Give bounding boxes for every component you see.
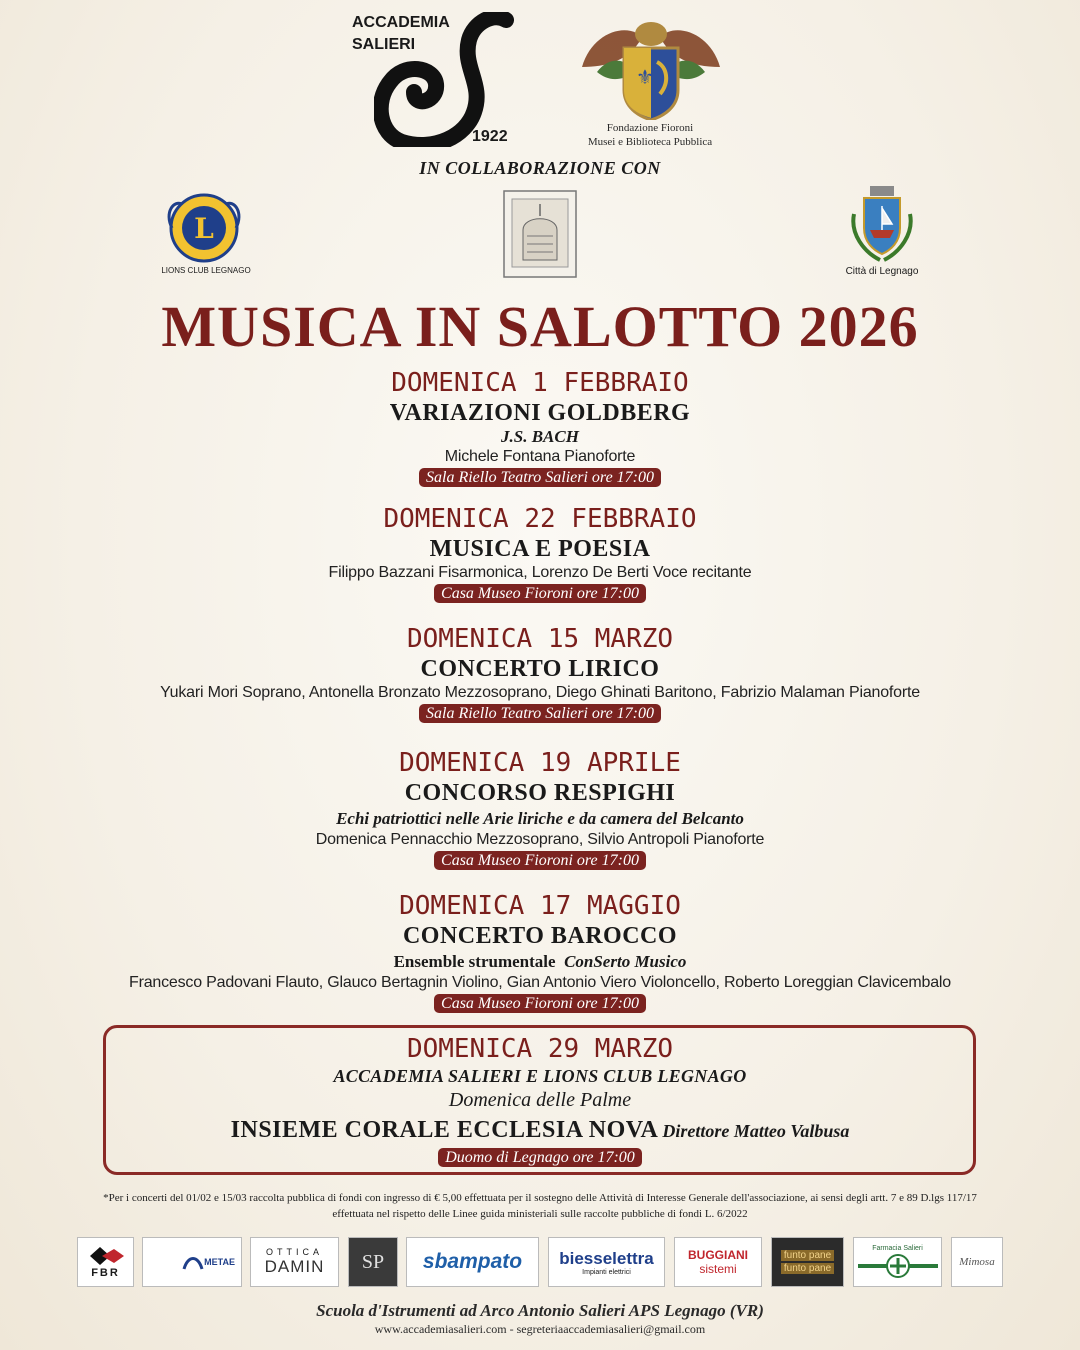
event-ensemble: Ensemble strumentale ConSerto Musico xyxy=(393,952,687,971)
event-4 xyxy=(0,747,1080,870)
sponsor-fbr: FBR xyxy=(77,1237,134,1287)
event-performers: Filippo Bazzani Fisarmonica, Lorenzo De Berti Voce recitante xyxy=(328,564,752,581)
sponsor-farmacia-salieri: Farmacia Salieri xyxy=(853,1237,942,1287)
lions-club-label: LIONS CLUB LEGNAGO xyxy=(161,266,251,275)
sponsor-buggiani: BUGGIANI sistemi xyxy=(674,1237,762,1287)
svg-text:⚜: ⚜ xyxy=(636,65,654,89)
metae-icon xyxy=(182,1253,204,1271)
event-venue-badge: Sala Riello Teatro Salieri ore 17:00 xyxy=(419,704,661,723)
event-date: DOMENICA 1 FEBBRAIO xyxy=(391,368,689,398)
contact-info: www.accademiasalieri.com - segreteriaaccademiasalieri@gmail.com xyxy=(374,1322,706,1336)
fondazione-fioroni-crest xyxy=(572,12,730,120)
special-event-title-line xyxy=(0,1116,1080,1147)
sponsor-sp: SP xyxy=(348,1237,398,1287)
event-venue-badge: Duomo di Legnago ore 17:00 xyxy=(438,1148,642,1167)
event-title: CONCERTO BAROCCO xyxy=(402,923,678,949)
event-performers: Yukari Mori Soprano, Antonella Bronzato Mezzosoprano, Diego Ghinati Baritono, Fabrizio Malaman Pianoforte xyxy=(160,684,920,701)
school-name: Scuola d'Istrumenti ad Arco Antonio Salieri APS Legnago (VR) xyxy=(316,1301,764,1320)
event-performers: Domenica Pennacchio Mezzosoprano, Silvio Antropoli Pianoforte xyxy=(315,831,765,848)
event-title: INSIEME CORALE ECCLESIA NOVA xyxy=(230,1117,659,1143)
event-title: MUSICA E POESIA xyxy=(429,536,651,562)
event-subtitle: Echi patriottici nelle Arie liriche e da camera del Belcanto xyxy=(336,809,744,828)
event-venue-badge: Casa Museo Fioroni ore 17:00 xyxy=(434,584,646,603)
event-3 xyxy=(0,623,1080,723)
accademia-year: 1922 xyxy=(472,128,508,145)
event-venue-badge: Casa Museo Fioroni ore 17:00 xyxy=(434,851,646,870)
event-title: VARIAZIONI GOLDBERG xyxy=(389,400,691,426)
citta-legnago-coat-of-arms xyxy=(846,184,918,264)
event-date: DOMENICA 22 FEBBRAIO xyxy=(383,504,697,534)
sponsor-biesselettra: biesselettra Impianti elettrici xyxy=(548,1237,665,1287)
collaboration-label: IN COLLABORAZIONE CON xyxy=(419,158,661,178)
citta-legnago-label: Città di Legnago xyxy=(845,266,919,277)
event-title: CONCERTO LIRICO xyxy=(420,656,660,682)
sponsor-mimosa: Mimosa xyxy=(951,1237,1003,1287)
special-event-director: Direttore Matteo Valbusa xyxy=(662,1121,850,1141)
event-date: DOMENICA 17 MAGGIO xyxy=(399,891,681,921)
special-event-organizers: ACCADEMIA SALIERI E LIONS CLUB LEGNAGO xyxy=(333,1066,747,1086)
farmacia-cross-icon xyxy=(858,1252,938,1280)
sponsor-sbampato: sbampato xyxy=(406,1237,539,1287)
event-title: CONCORSO RESPIGHI xyxy=(404,780,676,806)
lions-club-logo xyxy=(164,192,244,264)
event-venue-badge: Casa Museo Fioroni ore 17:00 xyxy=(434,994,646,1013)
parrocchia-logo xyxy=(503,190,577,278)
event-date: DOMENICA 19 APRILE xyxy=(399,748,681,778)
event-performers: Michele Fontana Pianoforte xyxy=(444,448,636,465)
footnote: *Per i concerti del 01/02 e 15/03 raccolta pubblica di fondi con ingresso di € 5,00 effettuata per il sostegno delle Attività di Interesse Generale dell'associazione, ai sensi degli artt. 7 e 89 D.lgs 117/17 effettuata nel rispetto delle Linee guida ministeriali sulle raccolte pubbliche di fondi L. 6/2022 xyxy=(103,1192,977,1220)
event-performers: Francesco Padovani Flauto, Glauco Bertagnin Violino, Gian Antonio Viero Violoncello, Roberto Loreggian Clavicembalo xyxy=(129,974,951,991)
special-event xyxy=(0,1033,1080,1167)
event-venue-badge: Sala Riello Teatro Salieri ore 17:00 xyxy=(419,468,661,487)
fbr-icon xyxy=(86,1245,126,1267)
event-1 xyxy=(0,367,1080,487)
page-title: MUSICA IN SALOTTO 2026 xyxy=(161,294,919,359)
sponsor-funto-pane: funto pane funto pane xyxy=(771,1237,844,1287)
svg-text:L: L xyxy=(194,212,214,245)
event-date: DOMENICA 29 MARZO xyxy=(406,1034,674,1064)
event-composer: J.S. BACH xyxy=(501,427,579,446)
event-5 xyxy=(0,890,1080,1013)
accademia-salieri-logo xyxy=(374,12,514,147)
accademia-salieri-label: ACCADEMIA SALIERI xyxy=(352,14,450,53)
sponsor-metae: METAE xyxy=(142,1237,242,1287)
event-2 xyxy=(0,503,1080,603)
special-event-occasion: Domenica delle Palme xyxy=(448,1089,632,1111)
sponsor-ottica-damin: OTTICA DAMIN xyxy=(250,1237,339,1287)
event-date: DOMENICA 15 MARZO xyxy=(406,624,674,654)
fondazione-fioroni-label: Fondazione Fioroni Musei e Biblioteca Pubblica xyxy=(587,122,713,148)
